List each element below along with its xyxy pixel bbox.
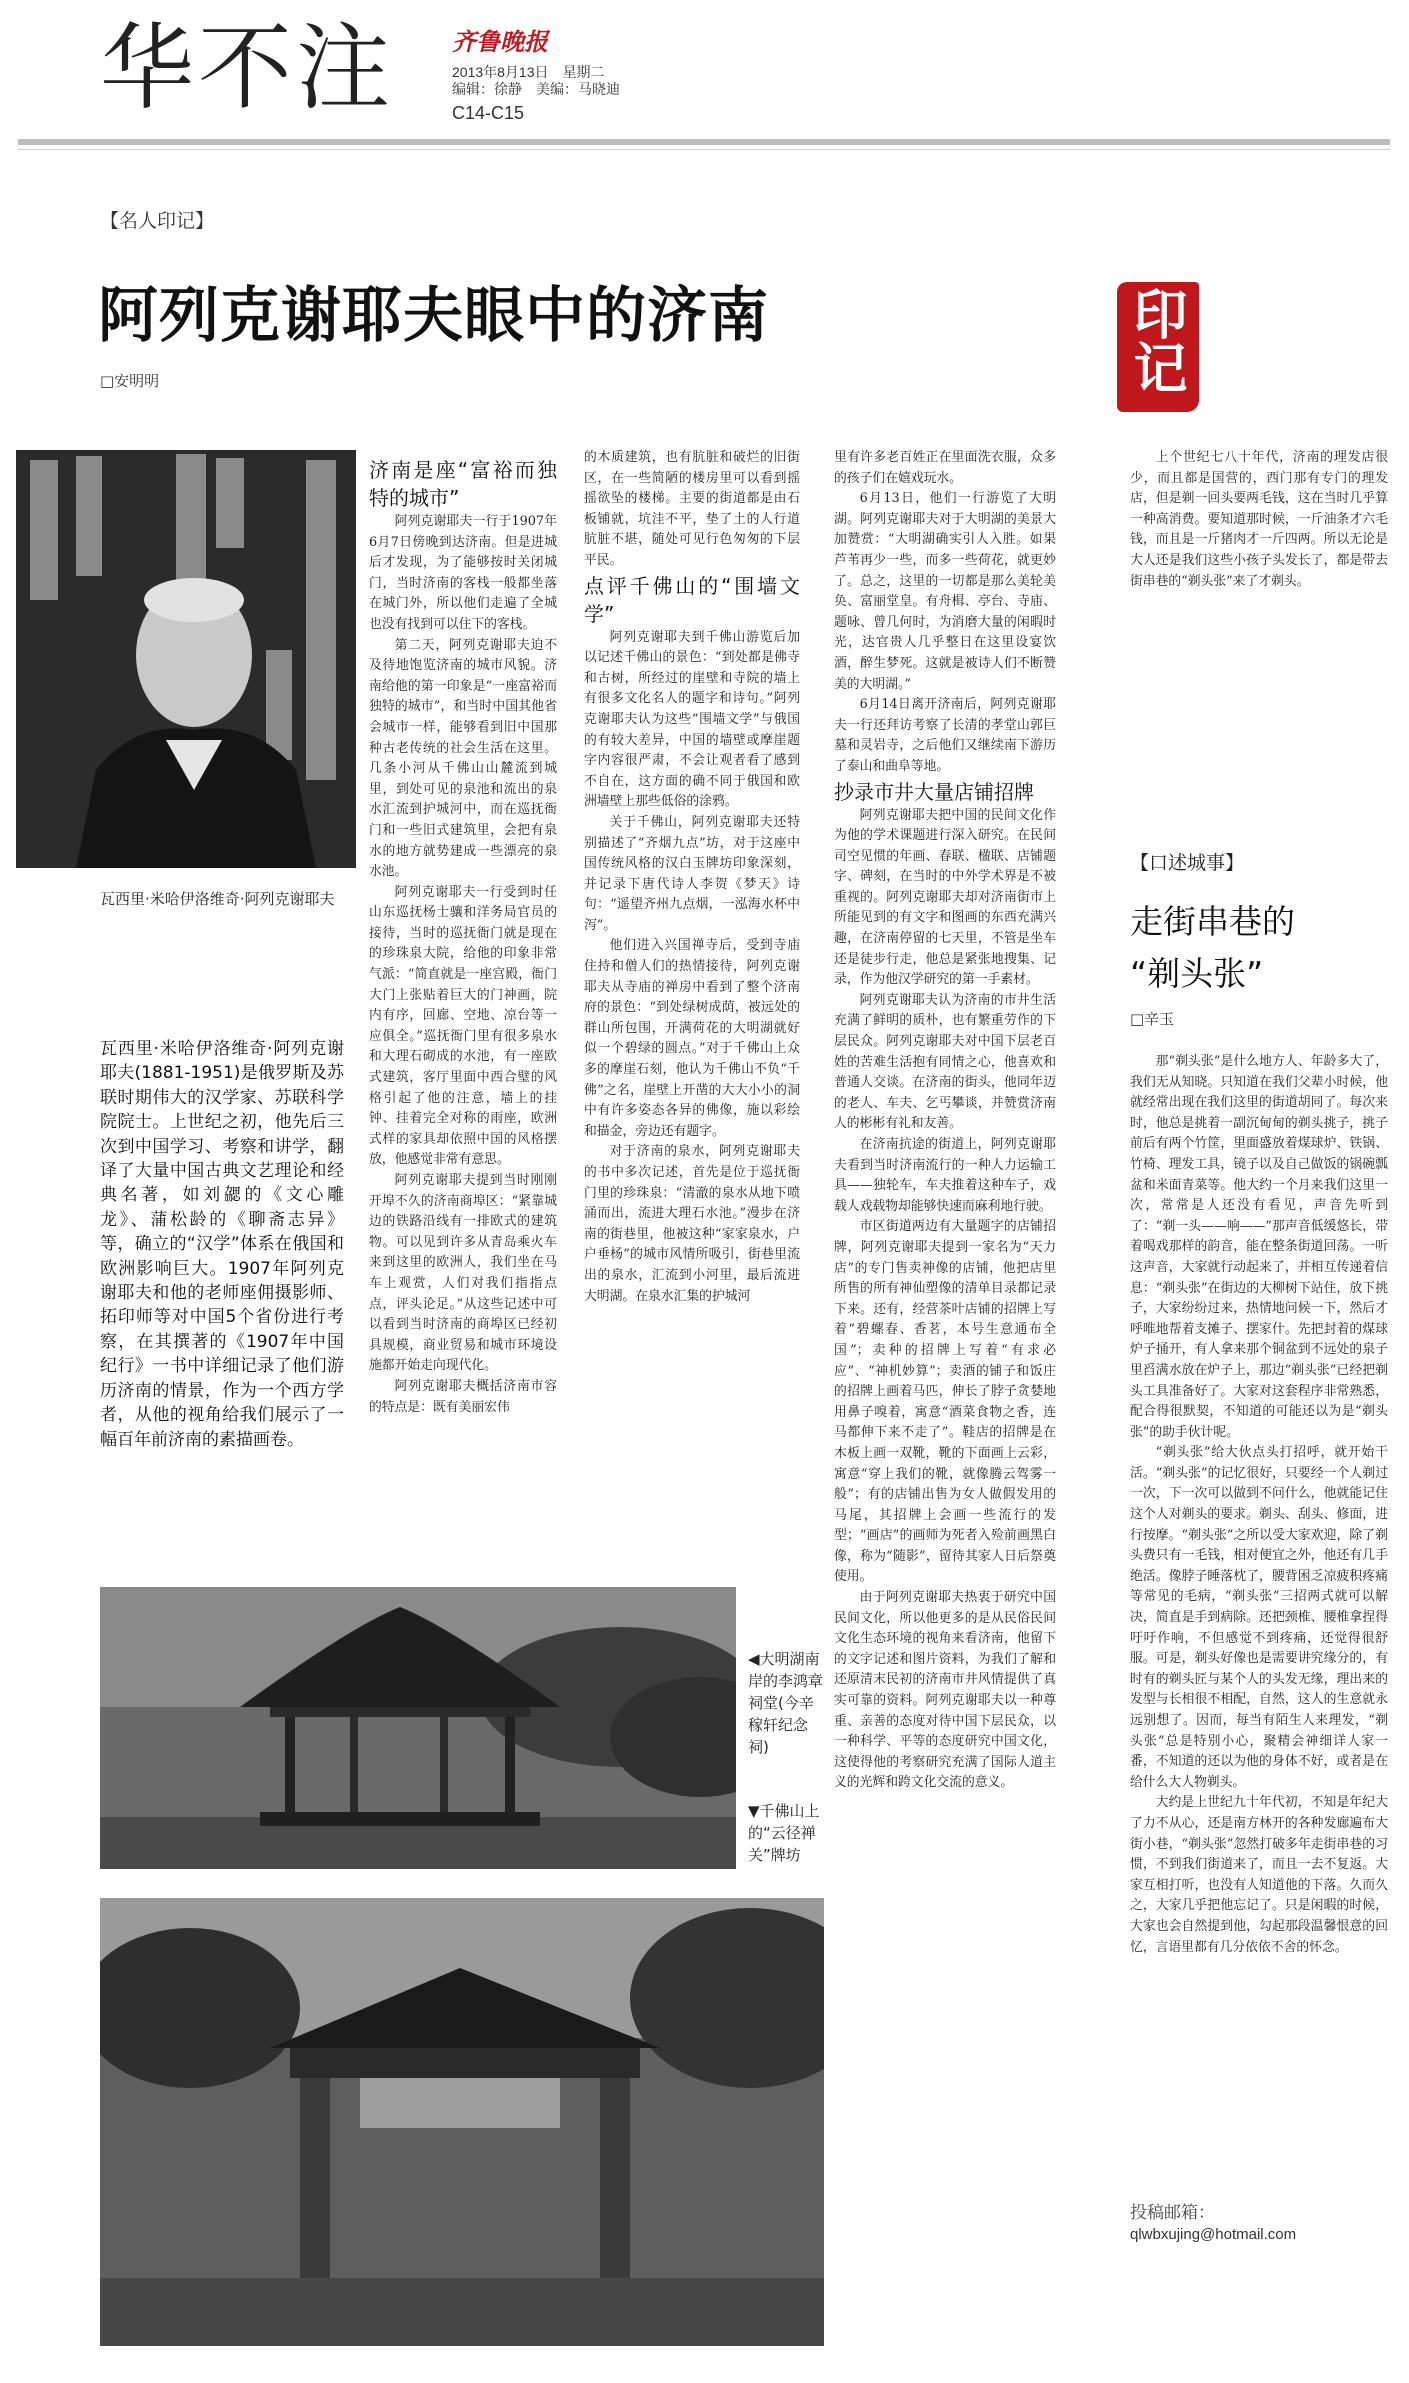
paragraph: 6月13日，他们一行游览了大明湖。阿列克谢耶夫对于大明湖的美景大加赞赏：“大明湖确实引人入胜。如果芦苇再少一些，而多一些荷花，就更妙了。总之，这里的一切都是那么美轮美奂、富丽堂皇。有舟楫、亭台、寺庙、题咏、曾几何时，为消磨大量的闲暇时光，达官贵人几乎整日在这里设宴饮酒，醉生梦死。这就是被诗人们不断赞美的大明湖。” <box>834 491 1056 692</box>
editor-line: 编辑：徐静 美编：马晓迪 <box>452 81 620 97</box>
paragraph: 关于千佛山，阿列克谢耶夫还特别描述了“齐烟九点”坊，对于这座中国传统风格的汉白玉牌坊印象深刻，并记录下唐代诗人李贺《梦天》诗句：“遥望齐州九点烟，一泓海水杯中泻”。 <box>584 814 800 933</box>
pavilion-caption: ◀大明湖南岸的李鸿章祠堂(今辛稼轩纪念祠) <box>748 1650 824 1756</box>
page-range: C14-C15 <box>452 103 525 123</box>
paragraph: 阿列克谢耶夫把中国的民间文化作为他的学术课题进行深入研究。在民间司空见惯的年画、春联、楹联、店铺题字、碑刻，在当时的中外学术界是不被重视的。阿列克谢耶夫却对济南街市上所能见到的有文字和图画的东西充满兴趣，在济南停留的七天里，不管是坐车还是徒步行走，他总是紧张地搜集、记录，作为他汉学研究的第一手素材。 <box>834 807 1056 988</box>
seal-stamp <box>1117 282 1199 412</box>
paragraph: 阿列克谢耶夫认为济南的市井生活充满了鲜明的质朴，也有繁重劳作的下层民众。阿列克谢耶夫对中国下层老百姓的苦难生活抱有同情之心，他喜欢和普通人交谈。在济南的街头，他同年迈的老人、车夫、乞丐攀谈，并赞赏济南人的彬彬有礼和友善。 <box>834 992 1056 1132</box>
paragraph: 里有许多老百姓正在里面洗衣服，众多的孩子们在嬉戏玩水。 <box>834 450 1056 486</box>
masthead-rule-thin <box>18 149 1390 150</box>
paragraph: 阿列克谢耶夫到千佛山游览后加以记述千佛山的景色：“到处都是佛寺和古树，所经过的崖壁和寺院的墙上有很多文化名人的题字和诗句。”阿列克谢耶夫认为这些“围墙文学”与俄国的有较大差异，中国的墙壁或摩崖题字内容很严肃，不会让观者看了感到不自在，这方面的确不同于俄国和欧洲墙壁上那些低俗的涂鸦。 <box>584 629 800 810</box>
subhead-2: 点评千佛山的“围墙文学” <box>584 573 800 626</box>
subhead-1: 济南是座“富裕而独特的城市” <box>369 458 557 510</box>
subhead-3: 抄录市井大量店铺招牌 <box>834 779 1034 804</box>
sidebar-headline-line1: 走街串巷的 <box>1130 902 1295 941</box>
paragraph: 第二天，阿列克谢耶夫迫不及待地饱览济南的城市风貌。济南给他的第一印象是“一座富裕而独特的城市”，和当时中国其他省会城市一样，能够看到旧中国那种古老传统的社会生活在这里。几条小河从千佛山山麓流到城里，到处可见的泉池和流出的泉水汇流到护城河中，而在巡抚衙门和一些旧式建筑里，会把有泉水的地方就势建成一些漂亮的泉水池。 <box>369 637 557 880</box>
article-column-3 <box>834 448 1056 1794</box>
pavilion-photo <box>100 1587 736 1869</box>
paragraph: 大约是上世纪九十年代初，不知是年纪大了力不从心，还是南方林开的各种发廊遍布大街小巷，“剃头张”忽然打破多年走街串巷的习惯，不到我们街道来了，而且一去不复返。大家互相打听，也没有人知道他的下落。久而久之，大家几乎把他忘记了。只是闲暇的时候，大家也会自然提到他，勾起那段温馨恨意的回忆，言语里都有几分依依不舍的怀念。 <box>1130 1795 1388 1955</box>
sidebar-headline <box>1130 896 1295 1000</box>
paragraph: 对于济南的泉水，阿列克谢耶夫的书中多次记述，首先是位于巡抚衙门里的珍珠泉：“清澈的泉水从地下喷涌而出，流进大理石水池。”漫步在济南的街巷里，他被这种“家家泉水，户户垂杨”的城市风情所吸引，街巷里流出的泉水，汇流到小河里，最后流进大明湖。在泉水汇集的护城河 <box>584 1144 800 1304</box>
portrait-photo <box>16 450 356 868</box>
paragraph: “剃头张”给大伙点头打招呼，就开始干活。“剃头张”的记忆很好，只要经一个人剃过一次，下一次可以做到不问什么，他就能记住这个人对剃头的要求。剃头、刮头、修面，进行按摩。“剃头张”之所以受大家欢迎，除了剃头费只有一毛钱，相对便宜之外，他还有几手绝活。像脖子睡落枕了，腰背困乏凉疲积疼痛等常见的毛病，“剃头张”三招两式就可以解决，简直是手到病除。还把颈椎、腰椎拿捏得吁吁作响，不但感觉不到疼痛，还觉得很舒服。可是，剃头好像也是需要讲究缘分的，有时有的剃头匠与某个人的头发无缘，理出来的发型与长相很不相配，自然，这人的生意就永远别想了。因而，每当有陌生人来理发，“剃头张”总是特别小心，聚精会神细详人家一番，不知道的还以为他的身体不好，或者是在给什么大人物剃头。 <box>1130 1445 1388 1790</box>
archway-image <box>100 1898 824 2346</box>
contribution-email[interactable]: qlwbxujing@hotmail.com <box>1130 2226 1297 2243</box>
contribution-label: 投稿邮箱： <box>1130 2203 1215 2223</box>
paragraph: 6月14日离开济南后，阿列克谢耶夫一行还拜访考察了长清的孝堂山郭巨墓和灵岩寺，之后他们又继续南下游历了泰山和曲阜等地。 <box>834 697 1056 774</box>
paragraph: 他们进入兴国禅寺后，受到寺庙住持和僧人们的热情接待，阿列克谢耶夫从寺庙的禅房中看到了整个济南府的景色：“到处绿树成荫，被远处的群山所包围，开满荷花的大明湖就好似一个碧绿的圆点。”对于千佛山上众多的摩崖石刻，他认为千佛山不负“千佛”之名，崖壁上开凿的大大小小的洞中有许多姿态各异的佛像，施以彩绘和描金，旁边还有题字。 <box>584 938 800 1139</box>
paragraph: 在济南抗途的街道上，阿列克谢耶夫看到当时济南流行的一种人力运输工具——独轮车，车夫推着这种车子，戏载人戏载物却能够快速而麻利地行驶。 <box>834 1137 1056 1214</box>
article-headline: 阿列克谢耶夫眼中的济南 <box>98 281 769 351</box>
portrait-caption: 瓦西里·米哈伊洛维奇·阿列克谢耶夫 <box>100 890 335 908</box>
sidebar-body <box>1130 1052 1388 1958</box>
sidebar-intro <box>1130 448 1388 592</box>
archway-caption: ▼千佛山上的“云径禅关”牌坊 <box>748 1802 820 1864</box>
paragraph: 市区街道两边有大量题字的店铺招牌，阿列克谢耶夫提到一家名为“天力店”的专门售卖神像的店铺，他把店里所售的所有神仙塑像的清单目录都记录下来。还有，经营茶叶店铺的招牌上写着“碧螺春、香茗，本号生意通布全国”；卖种的招牌上写着“有求必应”、“神机妙算”；卖酒的铺子和饭庄的招牌上画着马匹，伸长了脖子贪婪地用鼻子嗅着，寓意“酒菜食物之香，连马都伸下来不走了”。鞋店的招牌是在木板上画一双靴，靴的下面画上云彩，寓意“穿上我们的靴，就像腾云驾雾一般”；有的店铺出售为女人做假发用的马尾，其招牌上会画一些流行的发型；“画店”的画师为死者入殓前画黑白像，称为“随影”，留待其家人日后祭奠使用。 <box>834 1219 1056 1585</box>
masthead-rule <box>18 139 1390 145</box>
date-line: 2013年8月13日 星期二 <box>452 64 605 80</box>
paragraph: 由于阿列克谢耶夫热衷于研究中国民间文化，所以他更多的是从民俗民间文化生态环境的视角来看济南，他留下的文字记述和图片资料，为我们了解和还原清末民初的济南市井风情提供了真实可靠的资料。阿列克谢耶夫以一种尊重、亲善的态度对待中国下层民众，以一种科学、平等的态度研究中国文化，这使得他的考察研究充满了国际人道主义的光辉和跨文化交流的意义。 <box>834 1590 1056 1791</box>
article-column-2 <box>584 448 800 1307</box>
masthead-title: 华不注 <box>100 14 395 123</box>
paragraph: 的木质建筑，也有肮脏和破烂的旧街区，在一些简陋的楼房里可以看到摇摇欲坠的楼梯。主要的街道都是由石板铺就，坑洼不平，垫了土的人行道肮脏不堪，随处可见行色匆匆的下层平民。 <box>584 450 800 568</box>
sidebar-byline: □辛玉 <box>1130 1010 1175 1028</box>
paragraph: 那“剃头张”是什么地方人、年龄多大了，我们无从知晓。只知道在我们父辈小时候，他就经常出现在我们这里的街道胡同了。每次来时，他总是挑着一副沉甸甸的剃头挑子，挑子前后有两个竹筐，里面盛放着煤球炉、铁锅、竹椅、理发工具，镜子以及自己做饭的锅碗瓢盆和米面青菜等。他大约一个月来我们这里一次，常常是人还没有看见，声音先听到了：“剃一头——响——”那声音低缓悠长，带着喝戏那样的韵音，能在整条街道回荡。一听这声音，大家就行动起来了，并相互传递着信息：“剃头张”在街边的大柳树下站住，放下挑子，大家纷纷过来，热情地问候一下，然后才呼唯地帮着支摊子、摆家什。先把封着的煤球炉子捅开，有人拿来那个铜盆到不远处的泉子里舀满水放在炉子上，那边“剃头张”已经把剃头工具准备好了。大家对这套程序非常熟悉，配合得很默契，不知道的可能还以为是“剃头张”的助手伙计呢。 <box>1130 1054 1388 1440</box>
paragraph: 阿列克谢耶夫提到当时刚刚开埠不久的济南商埠区：“紧靠城边的铁路沿线有一排欧式的建筑物。可以见到许多从青岛乘火车来到这里的欧洲人，我们坐在马车上观赏，人们对我们指指点点，评头论足。”从这些记述中可以看到当时济南的商埠区已经初具规模，商业贸易和城市环境设施都开始走向现代化。 <box>369 1173 557 1374</box>
sidebar-section-tag: 【口述城事】 <box>1130 852 1245 874</box>
paragraph: 阿列克谢耶夫一行受到时任山东巡抚杨士骧和洋务局官员的接待，当时的巡抚衙门就是现在的珍珠泉大院，给他的印象非常气派：“简直就是一座宫殿，衙门大门上张贴着巨大的门神画，院内有序，回廊、空地、凉台等一应俱全。”巡抚衙门里有很多泉水和大理石砌成的水池，有一座欧式建筑，客厅里面中西合璧的风格引起了他的注意，墙上的挂钟、挂着完全对称的雨座，欧洲式样的家具却依照中国的风格摆放，他感觉非常有意思。 <box>369 884 557 1168</box>
portrait-image <box>16 450 356 868</box>
paragraph: 阿列克谢耶夫概括济南市容的特点是：既有美丽宏伟 <box>369 1378 557 1415</box>
article-intro: 瓦西里·米哈伊洛维奇·阿列克谢耶夫(1881-1951)是俄罗斯及苏联时期伟大的汉学家、苏联科学院院士。上世纪之初，他先后三次到中国学习、考察和讲学，翻译了大量中国古典文艺理论和经典名著，如刘勰的《文心雕龙》、蒲松龄的《聊斋志异》等，确立的“汉学”体系在俄国和欧洲影响巨大。1907年阿列克谢耶夫和他的老师座佣摄影师、拓印师等对中国5个省份进行考察，在其撰著的《1907年中国纪行》一书中详细记录了他们游历济南的情景，作为一个西方学者，从他的视角给我们展示了一幅百年前济南的素描画卷。 <box>100 1039 344 1450</box>
article-column-1 <box>369 456 557 1418</box>
masthead-info <box>452 64 620 98</box>
section-tag: 【名人印记】 <box>100 210 215 232</box>
sidebar-headline-line2: “剃头张” <box>1130 954 1264 993</box>
seal-text: 印记 <box>1125 286 1189 394</box>
pavilion-image <box>100 1587 736 1869</box>
newspaper-brand: 齐鲁晚报 <box>452 27 548 56</box>
article-byline: □安明明 <box>100 372 160 390</box>
paragraph: 上个世纪七八十年代，济南的理发店很少，而且都是国营的，西门那有专门的理发店，但是剃一回头要两毛钱，这在当时几乎算一种高消费。要知道那时候，一斤油条才六毛钱，而且是一斤猪肉才一斤四两。所以无论是大人还是我们这些小孩子头发长了，都是带去街串巷的“剃头张”来了才剃头。 <box>1130 450 1388 589</box>
paragraph: 阿列克谢耶夫一行于1907年6月7日傍晚到达济南。但是进城后才发现，为了能够按时关闭城门，当时济南的客栈一般都坐落在城门外，所以他们走遍了全城也没有找到可以住下的客栈。 <box>369 514 557 632</box>
archway-photo <box>100 1898 824 2346</box>
